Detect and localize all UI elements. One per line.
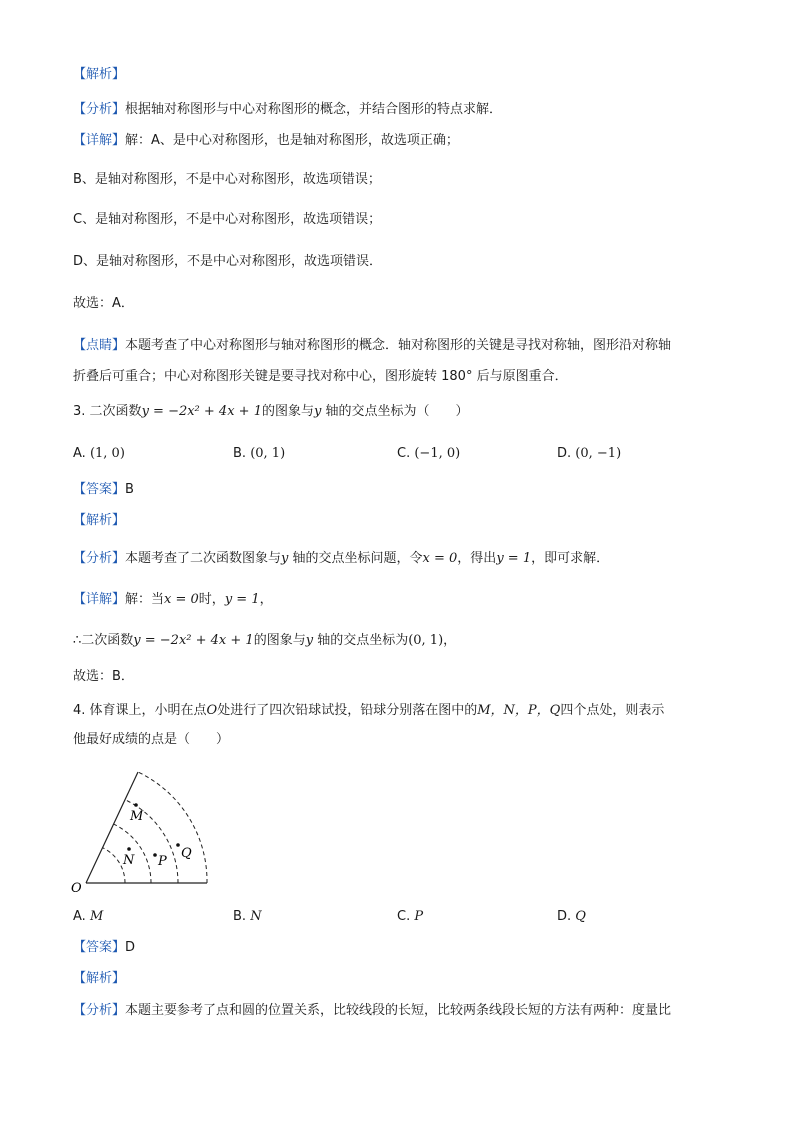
label-n: N [123, 853, 135, 868]
point-p [153, 853, 157, 857]
label-p: P [158, 854, 167, 869]
q3-option-c: C. (−1, 0) [397, 446, 461, 461]
q3-xiangjie: 【详解】解：当x = 0时，y = 1， [73, 592, 273, 607]
q3-jiexi-heading: 【解析】 [73, 513, 126, 528]
q3-guxuan: 故选：B． [73, 669, 134, 684]
q3-option-d: D. (0, −1) [557, 446, 622, 461]
point-m [134, 803, 138, 807]
q4-stem-line2: 他最好成绩的点是（ ） [73, 732, 230, 747]
label-m: M [130, 809, 144, 824]
q3-stem: 3. 二次函数y = −2x² + 4x + 1的图象与y 轴的交点坐标为（ ） [73, 404, 469, 419]
q4-answer: 【答案】D [73, 940, 136, 955]
q2-fenxi: 【分析】根据轴对称图形与中心对称图形的概念，并结合图形的特点求解． [73, 102, 503, 117]
point-n [127, 847, 131, 851]
shot-put-figure [66, 752, 216, 897]
label-q: Q [181, 846, 192, 861]
q4-fenxi: 【分析】本题主要参考了点和圆的位置关系，比较线段的长短，比较两条线段长短的方法有两种：度量比 [73, 1003, 672, 1018]
q3-fenxi: 【分析】本题考查了二次函数图象与y 轴的交点坐标问题，令x = 0，得出y = 1，即可求解． [73, 551, 610, 566]
q2-option-c: C、是轴对称图形，不是中心对称图形，故选项错误； [73, 212, 382, 227]
q3-option-b: B. (0, 1) [233, 446, 286, 461]
arc-1 [103, 848, 125, 883]
q2-answer: 故选：A． [73, 296, 134, 311]
q4-option-b: B. N [233, 909, 262, 924]
label-o: O [71, 881, 82, 896]
q3-answer: 【答案】B [73, 482, 134, 497]
q2-option-b: B、是轴对称图形，不是中心对称图形，故选项错误； [73, 172, 381, 187]
q4-option-a: A. M [73, 909, 104, 924]
point-q [176, 843, 180, 847]
jiexi-heading: 【解析】 [73, 67, 126, 82]
q3-conclusion: ∴二次函数y = −2x² + 4x + 1的图象与y 轴的交点坐标为(0, 1)， [73, 633, 457, 648]
q4-option-c: C. P [397, 909, 424, 924]
q2-option-d: D、是轴对称图形，不是中心对称图形，故选项错误． [73, 254, 383, 269]
q2-xiangjie: 【详解】解：A、是中心对称图形，也是轴对称图形，故选项正确； [73, 133, 459, 148]
q2-dianjing-line1: 【点睛】本题考查了中心对称图形与轴对称图形的概念．轴对称图形的关键是寻找对称轴，图形沿对称轴 [73, 338, 672, 353]
q3-option-a: A. (1, 0) [73, 446, 125, 461]
q4-jiexi-heading: 【解析】 [73, 971, 126, 986]
q2-dianjing-line2: 折叠后可重合；中心对称图形关键是要寻找对称中心，图形旋转 180° 后与原图重合． [73, 369, 568, 384]
q4-option-d: D. Q [557, 909, 586, 924]
q4-stem-line1: 4. 体育课上，小明在点O处进行了四次铅球试投，铅球分别落在图中的M，N，P，Q四个点处，则表示 [73, 703, 665, 718]
